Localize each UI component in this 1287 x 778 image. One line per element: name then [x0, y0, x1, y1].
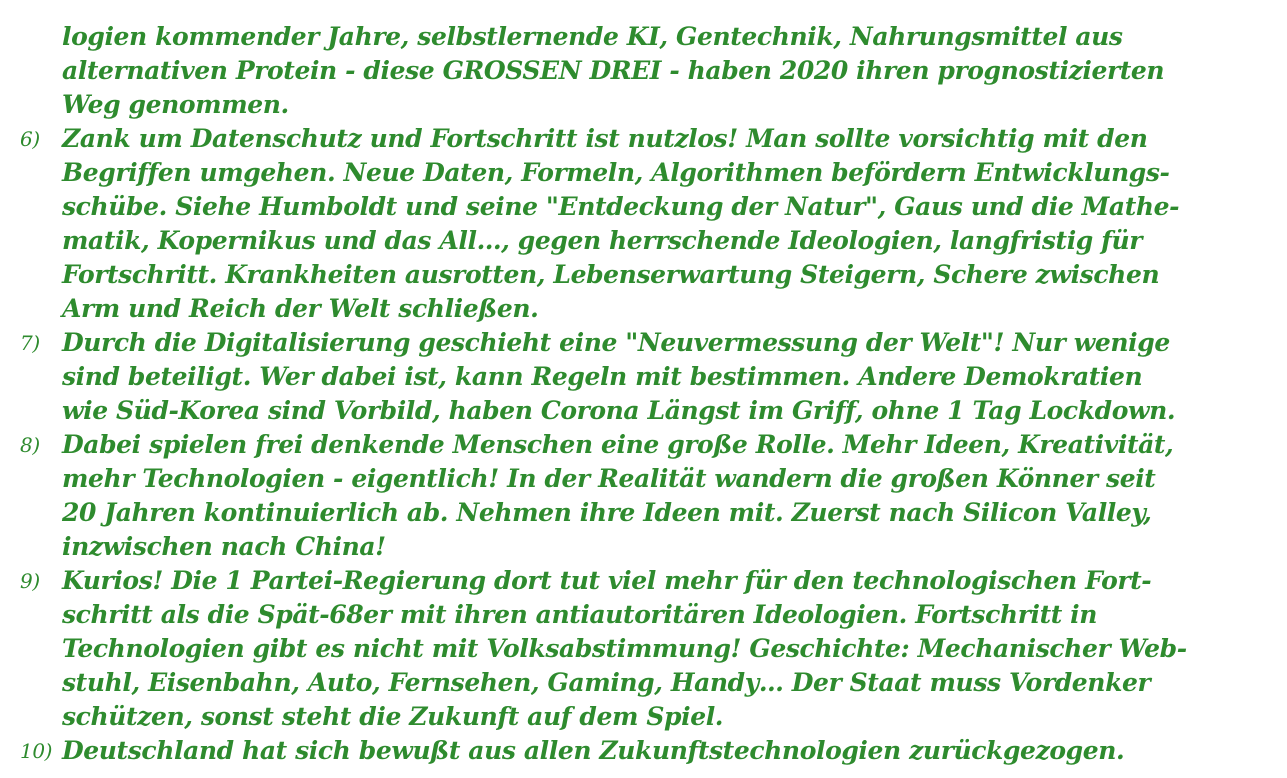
- list-item-number: 8): [20, 433, 40, 457]
- list-item-line: Deutschland hat sich bewußt aus allen Zukunftstechnologien zurückgezogen.: [62, 736, 1125, 765]
- list-item-line: Dabei spielen frei denkende Menschen eine große Rolle. Mehr Ideen, Kreativität,: [62, 430, 1174, 459]
- intro-line: Weg genommen.: [62, 90, 289, 119]
- list-item-number: 10): [20, 739, 53, 763]
- list-item-number: 6): [20, 127, 40, 151]
- list-item-line: Kurios! Die 1 Partei-Regierung dort tut viel mehr für den technologischen Fort-: [62, 566, 1152, 595]
- list-item-line: Fortschritt. Krankheiten ausrotten, Lebenserwartung Steigern, Schere zwischen: [62, 260, 1160, 289]
- intro-line: logien kommender Jahre, selbstlernende KI, Gentechnik, Nahrungsmittel aus: [62, 22, 1123, 51]
- intro-line: alternativen Protein - diese GROSSEN DREI - haben 2020 ihren prognostizierten: [62, 56, 1165, 85]
- list-item-line: schützen, sonst steht die Zukunft auf dem Spiel.: [62, 702, 724, 731]
- list-item-line: mehr Technologien - eigentlich! In der Realität wandern die großen Könner seit: [62, 464, 1156, 493]
- list-item-line: Arm und Reich der Welt schließen.: [62, 294, 539, 323]
- list-item-line: schritt als die Spät-68er mit ihren antiautoritären Ideologien. Fortschritt in: [62, 600, 1098, 629]
- list-item-line: inzwischen nach China!: [62, 532, 386, 561]
- list-item-line: Begriffen umgehen. Neue Daten, Formeln, Algorithmen befördern Entwicklungs-: [62, 158, 1170, 187]
- list-item-line: schübe. Siehe Humboldt und seine "Entdeckung der Natur", Gaus und die Mathe-: [62, 192, 1180, 221]
- list-item-line: matik, Kopernikus und das All…, gegen herrschende Ideologien, langfristig für: [62, 226, 1143, 255]
- list-item-line: stuhl, Eisenbahn, Auto, Fernsehen, Gaming, Handy… Der Staat muss Vordenker: [62, 668, 1151, 697]
- list-item-line: Durch die Digitalisierung geschieht eine "Neuvermessung der Welt"! Nur wenige: [62, 328, 1170, 357]
- list-item-line: wie Süd-Korea sind Vorbild, haben Corona Längst im Griff, ohne 1 Tag Lockdown.: [62, 396, 1176, 425]
- list-item-line: sind beteiligt. Wer dabei ist, kann Regeln mit bestimmen. Andere Demokratien: [62, 362, 1143, 391]
- list-item-line: Technologien gibt es nicht mit Volksabstimmung! Geschichte: Mechanischer Web-: [62, 634, 1187, 663]
- list-item-number: 7): [20, 331, 40, 355]
- list-item-line: Zank um Datenschutz und Fortschritt ist nutzlos! Man sollte vorsichtig mit den: [62, 124, 1148, 153]
- list-item-number: 9): [20, 569, 40, 593]
- list-item-line: 20 Jahren kontinuierlich ab. Nehmen ihre Ideen mit. Zuerst nach Silicon Valley,: [62, 498, 1152, 527]
